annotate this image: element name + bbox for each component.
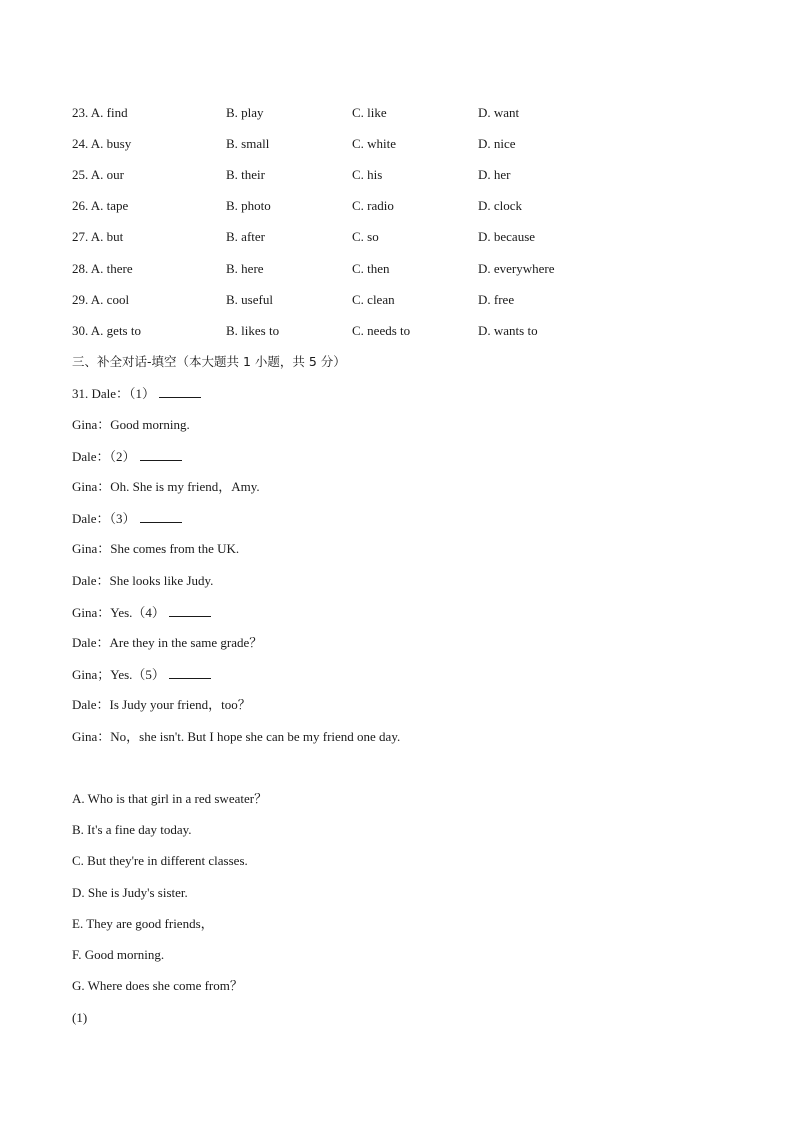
question-30-option-a: 30. A. gets to bbox=[72, 323, 141, 338]
question-24-option-c: C. white bbox=[352, 136, 397, 151]
question-25-option-b: B. their bbox=[226, 167, 265, 182]
choice-option-e: E. They are good friends， bbox=[72, 916, 214, 931]
choice-option-b: B. It's a fine day today. bbox=[72, 822, 192, 837]
dialogue-line-text: Dale：（3） bbox=[72, 511, 136, 526]
answer-blank-3[interactable] bbox=[140, 510, 182, 523]
dialogue-line-text: Gina：Good morning. bbox=[72, 417, 190, 432]
dialogue-line-12 bbox=[72, 729, 400, 745]
question-26-option-d: D. clock bbox=[478, 198, 523, 213]
question-26-option-a: 26. A. tape bbox=[72, 198, 129, 213]
answer-blank-4[interactable] bbox=[169, 604, 211, 617]
question-24-option-d: D. nice bbox=[478, 136, 516, 151]
question-24-option-a: 24. A. busy bbox=[72, 136, 132, 151]
choice-option-c: C. But they're in different classes. bbox=[72, 853, 248, 868]
dialogue-line-2 bbox=[72, 417, 190, 433]
dialogue-line-text: Dale：She looks like Judy. bbox=[72, 573, 214, 588]
answer-prompt: (1) bbox=[72, 1010, 88, 1025]
question-27-option-a: 27. A. but bbox=[72, 229, 124, 244]
dialogue-line-7 bbox=[72, 573, 213, 589]
dialogue-line-text: Dale：（2） bbox=[72, 449, 136, 464]
answer-blank-5[interactable] bbox=[169, 666, 211, 679]
question-23-option-c: C. like bbox=[352, 105, 387, 120]
question-25-option-c: C. his bbox=[352, 167, 383, 182]
question-27-option-c: C. so bbox=[352, 229, 379, 244]
answer-blank-1[interactable] bbox=[159, 385, 201, 398]
question-25-option-a: 25. A. our bbox=[72, 167, 124, 182]
answer-blank-2[interactable] bbox=[140, 448, 182, 461]
question-24-option-b: B. small bbox=[226, 136, 270, 151]
dialogue-line-11 bbox=[72, 697, 251, 713]
dialogue-line-text: 31. Dale：（1） bbox=[72, 386, 156, 401]
question-28-option-d: D. everywhere bbox=[478, 261, 555, 276]
dialogue-line-text: Gina：No，she isn't. But I hope she can be my friend one day. bbox=[72, 729, 401, 744]
dialogue-line-text: Dale：Is Judy your friend，too？ bbox=[72, 697, 251, 712]
dialogue-line-text: Gina：Yes.（4） bbox=[72, 605, 165, 620]
dialogue-line-text: Dale：Are they in the same grade？ bbox=[72, 635, 263, 650]
question-29-option-b: B. useful bbox=[226, 292, 273, 307]
dialogue-line-4 bbox=[72, 479, 260, 495]
question-30-option-c: C. needs to bbox=[352, 323, 411, 338]
dialogue-line-10 bbox=[72, 666, 211, 683]
question-28-option-b: B. here bbox=[226, 261, 264, 276]
question-29-option-a: 29. A. cool bbox=[72, 292, 130, 307]
question-30-option-b: B. likes to bbox=[226, 323, 280, 338]
question-28-option-c: C. then bbox=[352, 261, 390, 276]
dialogue-line-text: Gina；Yes.（5） bbox=[72, 667, 165, 682]
question-25-option-d: D. her bbox=[478, 167, 511, 182]
question-26-option-c: C. radio bbox=[352, 198, 394, 213]
question-23-option-a: 23. A. find bbox=[72, 105, 128, 120]
question-29-option-d: D. free bbox=[478, 292, 515, 307]
choice-option-d: D. She is Judy's sister. bbox=[72, 885, 188, 900]
dialogue-line-3 bbox=[72, 448, 182, 465]
dialogue-line-1 bbox=[72, 385, 201, 402]
dialogue-line-6 bbox=[72, 541, 239, 557]
dialogue-line-text: Gina：She comes from the UK. bbox=[72, 541, 240, 556]
question-28-option-a: 28. A. there bbox=[72, 261, 133, 276]
dialogue-line-5 bbox=[72, 510, 182, 527]
question-23-option-d: D. want bbox=[478, 105, 520, 120]
choice-option-g: G. Where does she come from？ bbox=[72, 978, 243, 993]
question-27-option-d: D. because bbox=[478, 229, 536, 244]
dialogue-line-text: Gina：Oh. She is my friend，Amy. bbox=[72, 479, 260, 494]
question-26-option-b: B. photo bbox=[226, 198, 271, 213]
question-30-option-d: D. wants to bbox=[478, 323, 538, 338]
section-heading: 三、补全对话-填空（本大题共 1 小题，共 5 分） bbox=[72, 354, 346, 369]
question-23-option-b: B. play bbox=[226, 105, 264, 120]
question-29-option-c: C. clean bbox=[352, 292, 395, 307]
choice-option-f: F. Good morning. bbox=[72, 947, 165, 962]
dialogue-line-8 bbox=[72, 604, 211, 621]
choice-option-a: A. Who is that girl in a red sweater？ bbox=[72, 791, 268, 806]
dialogue-line-9 bbox=[72, 635, 262, 651]
question-27-option-b: B. after bbox=[226, 229, 265, 244]
